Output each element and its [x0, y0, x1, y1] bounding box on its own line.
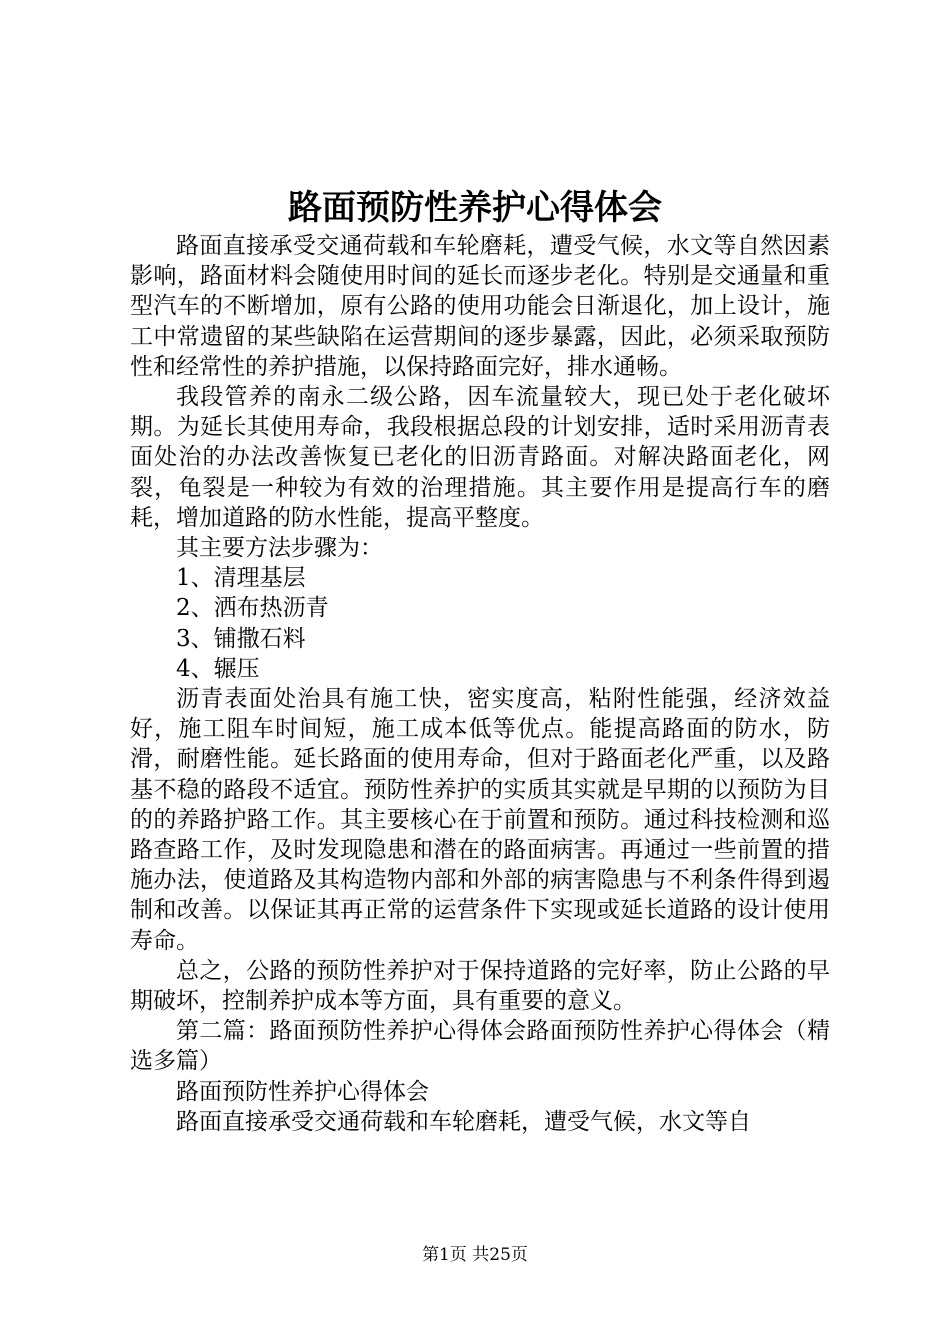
paragraph: 其主要方法步骤为：	[176, 535, 383, 562]
document-title: 路面预防性养护心得体会	[288, 188, 662, 228]
paragraph: 总之，公路的预防性养护对于保持道路的完好率，防止公路的早期破坏，控制养护成本等方面，具有重要的意义。	[130, 957, 830, 1015]
subsection-heading: 路面预防性养护心得体会	[176, 1078, 429, 1105]
paragraph: 路面直接承受交通荷载和车轮磨耗，遭受气候，水文等自	[176, 1108, 751, 1135]
document-body	[130, 231, 830, 1137]
paragraph: 沥青表面处治具有施工快，密实度高，粘附性能强，经济效益好，施工阻车时间短，施工成本低等优点。能提高路面的防水，防滑，耐磨性能。延长路面的使用寿命，但对于路面老化严重，以及路基不稳的路段不适宜。预防性养护的实质其实就是早期的以预防为目的的养路护路工作。其主要核心在于前置和预防。通过科技检测和巡路查路工作，及时发现隐患和潜在的路面病害。再通过一些前置的措施办法，使道路及其构造物内部和外部的病害隐患与不利条件得到遏制和改善。以保证其再正常的运营条件下实现或延长道路的设计使用寿命。	[130, 686, 830, 954]
page-number-footer: 第1页 共25页	[422, 1245, 528, 1265]
list-item: 2、洒布热沥青	[176, 595, 329, 622]
list-item: 3、铺撒石料	[176, 625, 306, 652]
list-item: 4、辗压	[176, 655, 260, 682]
section-heading: 第二篇：路面预防性养护心得体会路面预防性养护心得体会（精选多篇）	[130, 1018, 830, 1075]
paragraph: 我段管养的南永二级公路，因车流量较大，现已处于老化破坏期。为延长其使用寿命，我段根据总段的计划安排，适时采用沥青表面处治的办法改善恢复已老化的旧沥青路面。对解决路面老化，网裂，龟裂是一种较为有效的治理措施。其主要作用是提高行车的磨耗，增加道路的防水性能，提高平整度。	[130, 384, 830, 531]
list-item: 1、清理基层	[176, 565, 306, 592]
paragraph: 路面直接承受交通荷载和车轮磨耗，遭受气候，水文等自然因素影响，路面材料会随使用时间的延长而逐步老化。特别是交通量和重型汽车的不断增加，原有公路的使用功能会日渐退化，加上设计，施工中常遗留的某些缺陷在运营期间的逐步暴露，因此，必须采取预防性和经常性的养护措施，以保持路面完好，排水通畅。	[130, 233, 830, 380]
